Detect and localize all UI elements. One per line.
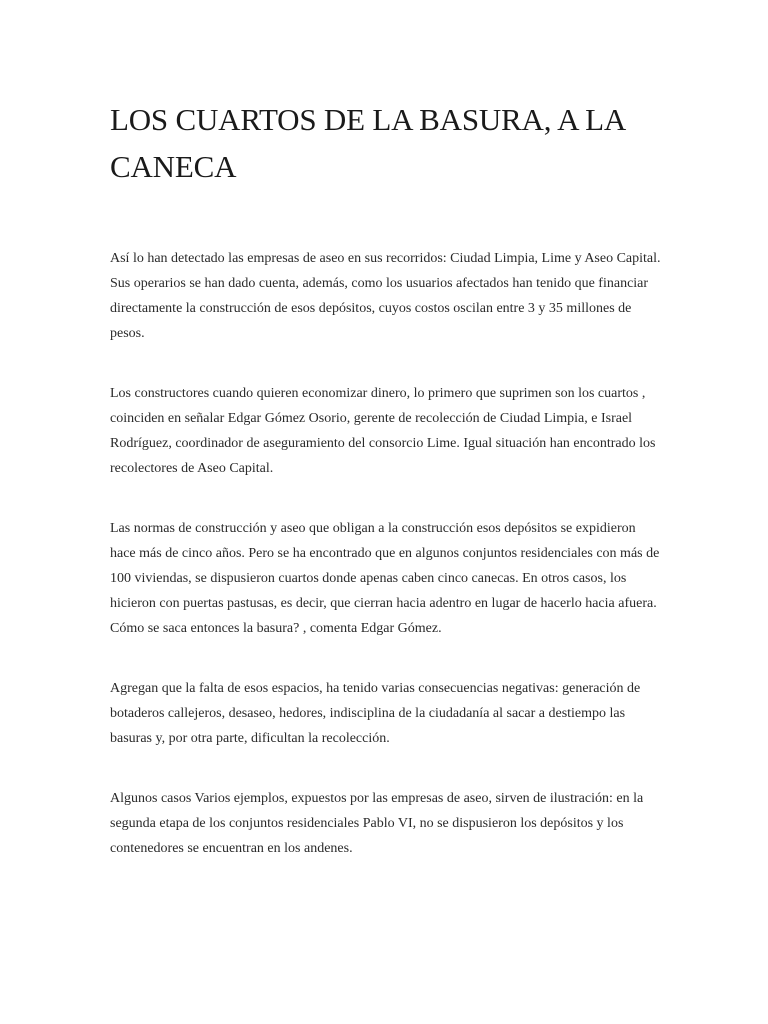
paragraph-5: Algunos casos Varios ejemplos, expuestos por las empresas de aseo, sirven de ilustración: en la segunda etapa de los conjuntos residenciales Pablo VI, no se dispusieron los depósitos y los contenedores se encuentran en los andenes. [110,791,644,856]
document-title: LOS CUARTOS DE LA BASURA, A LA CANECA [110,102,625,184]
paragraph-2: Los constructores cuando quieren economizar dinero, lo primero que suprimen son los cuartos , coinciden en señalar Edgar Gómez Osorio, gerente de recolección de Ciudad Limpia, e Israel Rodríguez, coordinador de aseguramiento del consorcio Lime. Igual situación han encontrado los recolectores de Aseo Capital. [110,386,656,476]
paragraph-1: Así lo han detectado las empresas de aseo en sus recorridos: Ciudad Limpia, Lime y Aseo Capital. Sus operarios se han dado cuenta, además, como los usuarios afectados han tenido que financiar directamente la construcción de esos depósitos, cuyos costos oscilan entre 3 y 35 millones de pesos. [110,251,661,341]
paragraph-4: Agregan que la falta de esos espacios, ha tenido varias consecuencias negativas: generación de botaderos callejeros, desaseo, hedores, indisciplina de la ciudadanía al sacar a destiempo las basuras y, por otra parte, dificultan la recolección. [110,681,641,746]
paragraph-3: Las normas de construcción y aseo que obligan a la construcción esos depósitos se expidieron hace más de cinco años. Pero se ha encontrado que en algunos conjuntos residenciales con más de 100 viviendas, se dispusieron cuartos donde apenas caben cinco canecas. En otros casos, los hicieron con puertas pastusas, es decir, que cierran hacia adentro en lugar de hacerlo hacia afuera. Cómo se saca entonces la basura? , comenta Edgar Gómez. [110,521,660,636]
document-page [110,96,662,861]
